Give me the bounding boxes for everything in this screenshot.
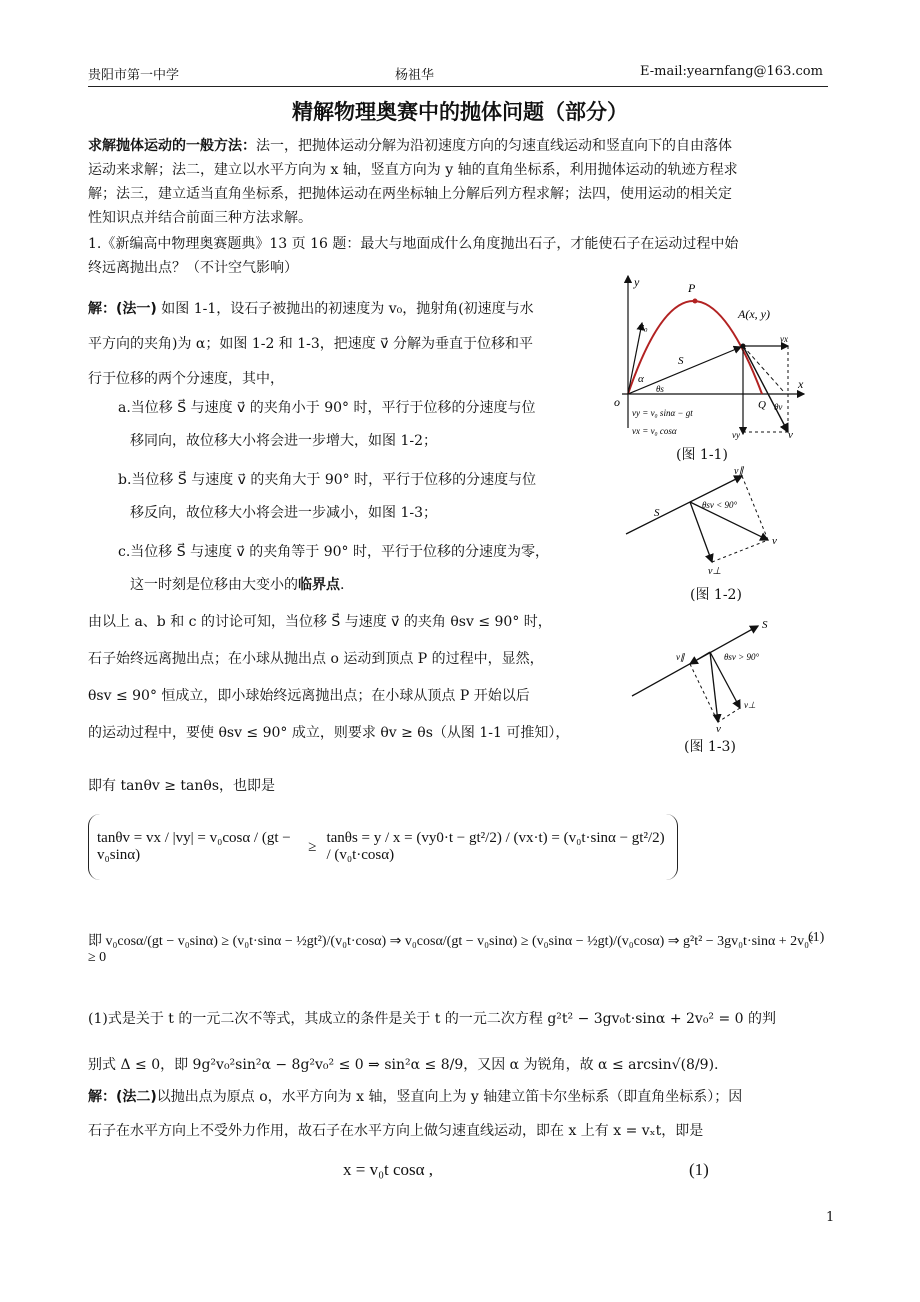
- intro-line-4: 性知识点并结合前面三种方法求解。: [88, 210, 312, 226]
- equation-2: x = v₀t cosα ,: [343, 1160, 434, 1179]
- header-author: 杨祖华: [395, 68, 435, 83]
- discussion-line-3: θsv ≤ 90° 恒成立，即小球始终远离抛出点；在小球从顶点 P 开始以后: [88, 688, 530, 704]
- fig1-label-P: P: [688, 281, 696, 295]
- page-title: 精解物理奥赛中的抛体问题（部分）: [292, 100, 628, 124]
- displacement-arrow: [628, 347, 741, 394]
- figure-1-2: [622, 462, 792, 580]
- condition-line-1: (1)式是关于 t 的一元二次不等式，其成立的条件是关于 t 的一元二次方程 g²t² − 3gv₀t·sinα + 2v₀² = 0 的判: [88, 1011, 777, 1027]
- condition-line-2: 别式 Δ ≤ 0，即 9g²v₀²sin²α − 8g²v₀² ≤ 0 ⇒ sin²α ≤ 8/9，又因 α 为锐角，故 α ≤ arcsin√(8/9).: [88, 1057, 719, 1073]
- case-b-line-1: b.当位移 S⃗ 与速度 v⃗ 的夹角大于 90° 时，平行于位移的分速度与位: [118, 472, 537, 488]
- fig2-label-S: S: [654, 507, 660, 519]
- fig1-label-S: S: [678, 355, 684, 367]
- header-school: 贵阳市第一中学: [88, 68, 180, 83]
- intro-line-3: 解；法三，建立适当直角坐标系，把抛体运动在两坐标轴上分解后列方程求解；法四，使用运动的相关定: [88, 186, 732, 202]
- question-line-2: 终远离抛出点？（不计空气影响）: [88, 260, 298, 276]
- fig1-eq-vy: vy = v₀ sinα − gt: [632, 408, 693, 418]
- fig1-label-Q: Q: [758, 399, 766, 411]
- fig1-label-theta-v: θv: [774, 402, 783, 412]
- header-email: E-mail:yearnfang@163.com: [640, 64, 823, 79]
- header-rule: [88, 86, 828, 87]
- apex-point: [693, 299, 698, 304]
- case-c-line-2-end: .: [340, 577, 345, 593]
- fig1-eq-vx: vx = v₀ cosα: [632, 426, 677, 436]
- cases-list: [118, 392, 608, 602]
- case-c-line-2: 这一时刻是位移由大变小的: [130, 577, 298, 593]
- equation-1-number: (1): [808, 930, 825, 945]
- case-a-line-2: 移同向，故位移大小将会进一步增大，如图 1-2；: [130, 433, 437, 449]
- critical-point: 临界点: [298, 577, 340, 593]
- dashed-2: [712, 540, 768, 562]
- case-b-line-2: 移反向，故位移大小将会进一步减小，如图 1-3；: [130, 505, 437, 521]
- fig1-label-y: y: [634, 275, 640, 289]
- fig1-label-vy: vy: [732, 430, 740, 440]
- fig1-label-x: x: [798, 377, 804, 391]
- solution-2: [88, 1080, 833, 1148]
- equation-2-number: (1): [689, 1160, 709, 1179]
- intro-bold: 求解抛体运动的一般方法：: [88, 138, 256, 154]
- fig3-label-vperp: v⊥: [744, 700, 756, 710]
- intro-line-1: 法一，把抛体运动分解为沿初速度方向的匀速直线运动和竖直向下的自由落体: [256, 138, 732, 154]
- dashed-1: [742, 476, 768, 540]
- dashed-1: [690, 664, 718, 722]
- solution-2-label: 解：(法二): [88, 1089, 157, 1105]
- page-number: 1: [826, 1210, 835, 1225]
- fig3-label-angle: θsv > 90°: [724, 652, 760, 662]
- fig3-label-vpar: v∥: [676, 652, 685, 662]
- fig1-label-v0: v₀: [639, 321, 648, 333]
- figure-1-1: [612, 268, 812, 443]
- case-c-line-1: c.当位移 S⃗ 与速度 v⃗ 的夹角等于 90° 时，平行于位移的分速度为零，: [118, 544, 549, 560]
- discussion-line-2: 石子始终远离抛出点；在小球从抛出点 o 运动到顶点 P 的过程中，显然，: [88, 651, 544, 667]
- question-line-1: 1.《新编高中物理奥赛题典》13 页 16 题：最大与地面成什么角度抛出石子，才能使石子在运动过程中始: [88, 236, 739, 252]
- condition-paragraph: [88, 996, 833, 1088]
- fig3-label-S: S: [762, 619, 768, 631]
- fig1-label-vx: vx: [780, 334, 788, 344]
- discussion-line-5: 即有 tanθv ≥ tanθs，也即是: [88, 778, 276, 794]
- solution-1-line-3: 行于位移的两个分速度，其中，: [88, 371, 284, 387]
- fig1-label-theta-s: θs: [656, 384, 664, 394]
- case-a-line-1: a.当位移 S⃗ 与速度 v⃗ 的夹角小于 90° 时，平行于位移的分速度与位: [118, 400, 536, 416]
- fig1-label-v: v: [788, 429, 793, 441]
- discussion: [88, 604, 608, 752]
- figure-1-2-caption: (图 1-2): [690, 587, 742, 603]
- fig2-label-v: v: [772, 535, 777, 547]
- fig2-label-angle: θsv < 90°: [702, 500, 738, 510]
- discussion-line-1: 由以上 a、b 和 c 的讨论可知，当位移 S⃗ 与速度 v⃗ 的夹角 θsv ≤ 90° 时，: [88, 614, 552, 630]
- v-par-arrow: [690, 652, 710, 664]
- solution-1-label: 解：(法一): [88, 301, 157, 317]
- solution-1-intro: [88, 292, 608, 397]
- dashed-2: [718, 708, 740, 722]
- fig1-label-A: A(x, y): [738, 307, 770, 321]
- velocity-arrow: [710, 652, 718, 722]
- intro-line-2: 运动来求解；法二，建立以水平方向为 x 轴，竖直方向为 y 轴的直角坐标系，利用抛体运动的轨迹方程求: [88, 162, 738, 178]
- fig2-label-vpar: v∥: [734, 466, 744, 477]
- solution-1-line-1: 如图 1-1，设石子被抛出的初速度为 v₀，抛射角(初速度与水: [161, 301, 534, 317]
- figure-1-3-caption: (图 1-3): [684, 739, 736, 755]
- solution-2-line-2: 石子在水平方向上不受外力作用，故石子在水平方向上做匀速直线运动，即在 x 上有 x = vₓt，即是: [88, 1123, 704, 1139]
- fig2-label-vperp: v⊥: [708, 566, 722, 577]
- equation-tan-right: tanθs = y / x = (vy0·t − gt²/2) / (vx·t) = (v₀t·sinα − gt²/2) / (v₀t·cosα): [326, 830, 665, 863]
- figure-1-3: [628, 614, 788, 734]
- equation-tan-comparison: tanθv = vx / |vy| = v₀cosα / (gt − v₀sinα) ≥ tanθs = y / x = (vy0·t − gt²/2) / (vx·t) = (v₀t·sinα − gt²/2) / (v₀t·cosα): [88, 814, 678, 880]
- equation-tan-left: tanθv = vx / |vy| = v₀cosα / (gt − v₀sinα): [97, 830, 291, 863]
- solution-2-line-1: 以抛出点为原点 o，水平方向为 x 轴，竖直向上为 y 轴建立笛卡尔坐标系（即直角坐标系）；因: [156, 1089, 743, 1105]
- equation-1: 即 v₀cosα/(gt − v₀sinα) ≥ (v₀t·sinα − ½gt²)/(v₀t·cosα) ⇒ v₀cosα/(gt − v₀sinα) ≥ (v₀sinα − ½gt)/(v₀cosα) ⇒ g²t² − 3gv₀t·sinα + 2v₀² ≥ 0: [88, 934, 814, 965]
- fig1-label-o: o: [614, 395, 620, 409]
- solution-1-line-2: 平方向的夹角)为 α；如图 1-2 和 1-3，把速度 v⃗ 分解为垂直于位移和平: [88, 336, 533, 352]
- fig1-label-alpha: α: [638, 373, 644, 385]
- fig3-label-v: v: [716, 723, 721, 734]
- discussion-line-4: 的运动过程中，要使 θsv ≤ 90° 成立，则要求 θv ≥ θs（从图 1-1 可推知），: [88, 725, 570, 741]
- intro-paragraph: [88, 134, 833, 230]
- figure-1-1-caption: (图 1-1): [676, 447, 728, 463]
